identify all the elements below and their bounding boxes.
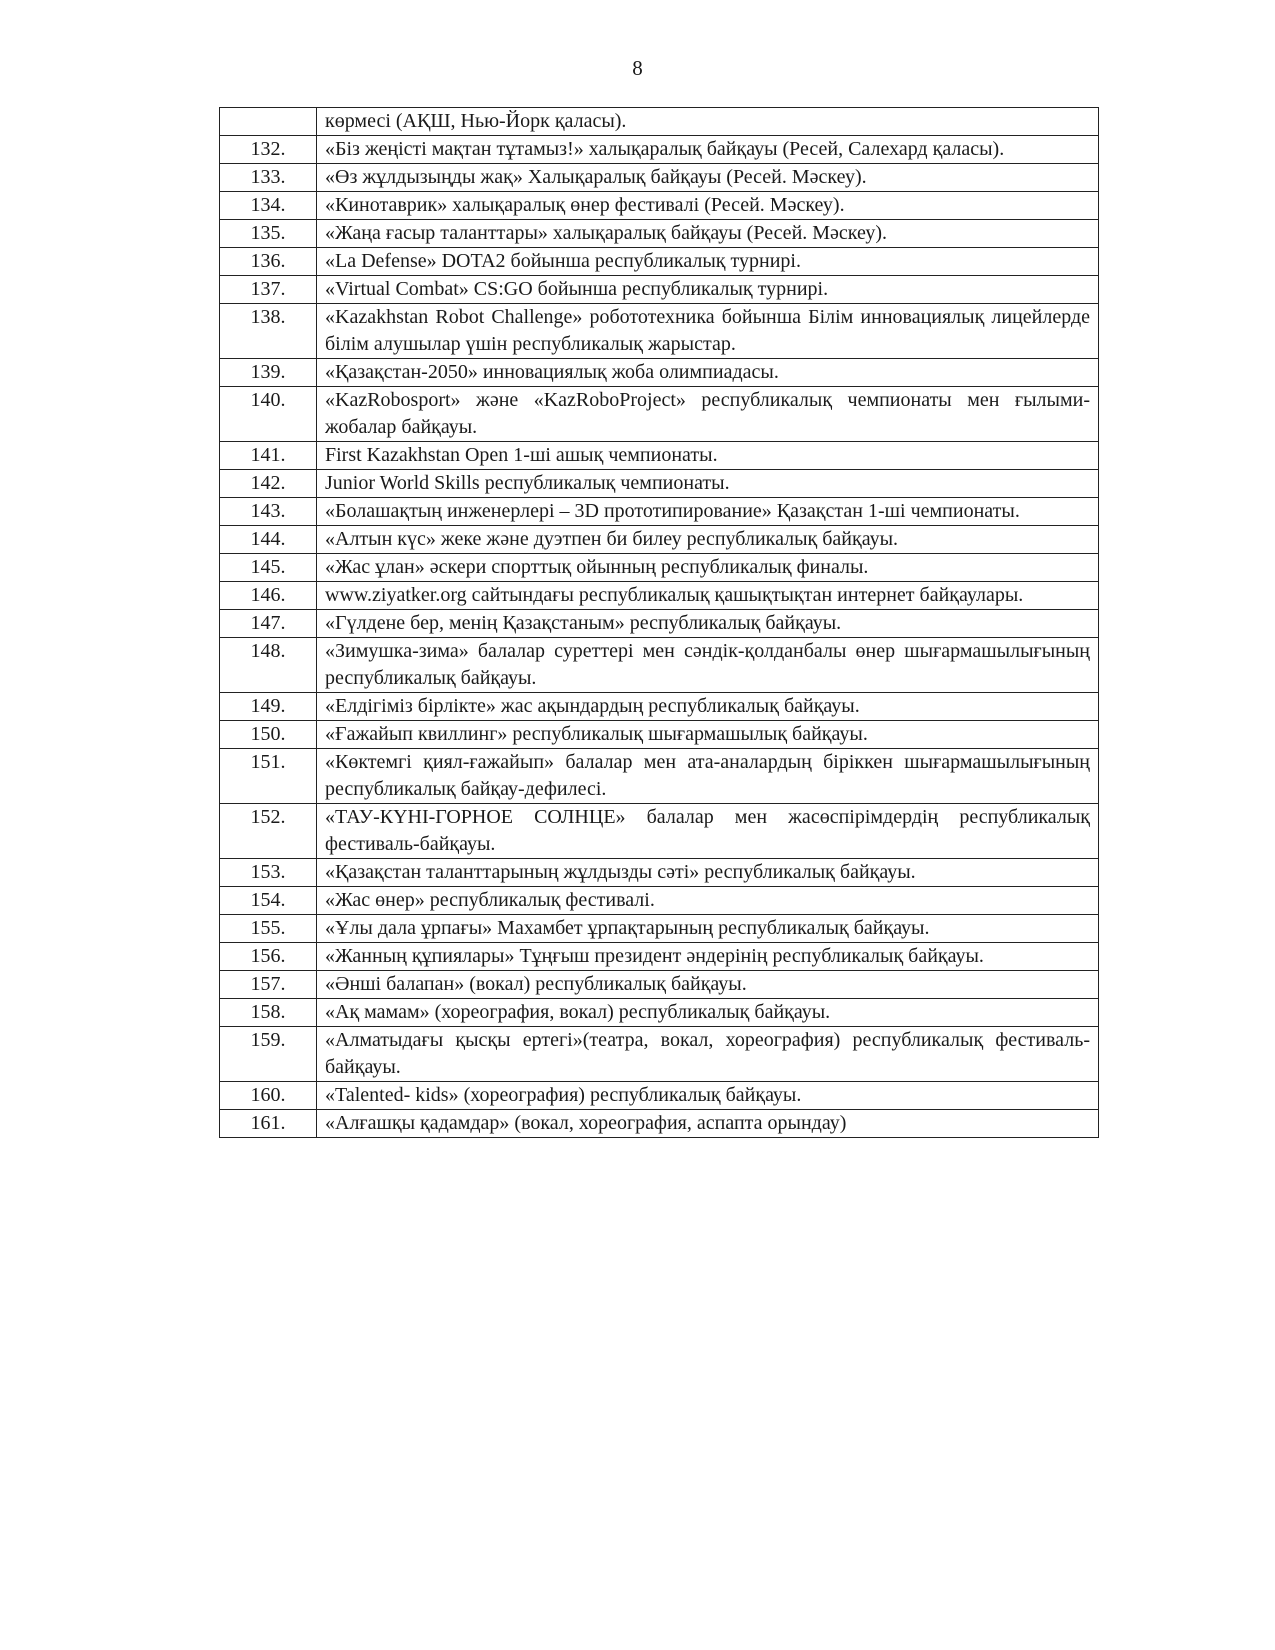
table-row [220, 859, 1099, 887]
row-number: 160. [220, 1082, 317, 1110]
row-description: «Virtual Combat» CS:GO бойынша республикалық турнирі. [317, 276, 1099, 304]
row-description: «Әнші балапан» (вокал) республикалық байқауы. [317, 971, 1099, 999]
row-description: «Ұлы дала ұрпағы» Махамбет ұрпақтарының республикалық байқауы. [317, 915, 1099, 943]
table-row [220, 108, 1099, 136]
events-table-body [220, 108, 1099, 1138]
table-row [220, 721, 1099, 749]
row-number: 132. [220, 136, 317, 164]
row-description: «Жаңа ғасыр таланттары» халықаралық байқауы (Ресей. Мәскеу). [317, 220, 1099, 248]
table-row [220, 387, 1099, 442]
row-description: «Қазақстан-2050» инновациялық жоба олимпиадасы. [317, 359, 1099, 387]
table-row [220, 915, 1099, 943]
row-description: «La Defense» DOTA2 бойынша республикалық турнирі. [317, 248, 1099, 276]
table-row [220, 749, 1099, 804]
row-number: 134. [220, 192, 317, 220]
row-description: «Ғажайып квиллинг» республикалық шығармашылық байқауы. [317, 721, 1099, 749]
row-description: «Жас өнер» республикалық фестивалі. [317, 887, 1099, 915]
row-number: 151. [220, 749, 317, 804]
table-row [220, 442, 1099, 470]
row-number: 139. [220, 359, 317, 387]
table-row [220, 1027, 1099, 1082]
row-description: «KazRobosport» және «KazRoboProject» республикалық чемпионаты мен ғылыми-жобалар байқауы. [317, 387, 1099, 442]
row-number: 158. [220, 999, 317, 1027]
row-description: First Kazakhstan Open 1-ші ашық чемпионаты. [317, 442, 1099, 470]
table-row [220, 554, 1099, 582]
table-row [220, 999, 1099, 1027]
row-number: 138. [220, 304, 317, 359]
row-number: 137. [220, 276, 317, 304]
row-description: «Жанның құпиялары» Тұңғыш президент әндерінің республикалық байқауы. [317, 943, 1099, 971]
table-row [220, 136, 1099, 164]
table-row [220, 192, 1099, 220]
row-description: «ТАУ-КҮНІ-ГОРНОЕ СОЛНЦЕ» балалар мен жасөспірімдердің республикалық фестиваль-байқауы. [317, 804, 1099, 859]
row-number: 140. [220, 387, 317, 442]
row-number [220, 108, 317, 136]
row-number: 153. [220, 859, 317, 887]
table-row [220, 1082, 1099, 1110]
row-number: 141. [220, 442, 317, 470]
table-row [220, 248, 1099, 276]
table-row [220, 359, 1099, 387]
row-number: 156. [220, 943, 317, 971]
row-number: 135. [220, 220, 317, 248]
table-row [220, 164, 1099, 192]
page-number: 8 [632, 56, 643, 80]
table-row [220, 804, 1099, 859]
row-number: 148. [220, 638, 317, 693]
row-description: «Talented- kids» (хореография) республикалық байқауы. [317, 1082, 1099, 1110]
row-description: «Болашақтың инженерлері – 3D прототипирование» Қазақстан 1-ші чемпионаты. [317, 498, 1099, 526]
row-number: 144. [220, 526, 317, 554]
row-number: 159. [220, 1027, 317, 1082]
row-description: Junior World Skills республикалық чемпионаты. [317, 470, 1099, 498]
table-row [220, 582, 1099, 610]
table-row [220, 1110, 1099, 1138]
row-description: www.ziyatker.org сайтындағы республикалық қашықтықтан интернет байқаулары. [317, 582, 1099, 610]
row-number: 145. [220, 554, 317, 582]
row-number: 136. [220, 248, 317, 276]
row-number: 146. [220, 582, 317, 610]
table-row [220, 526, 1099, 554]
events-table [219, 107, 1099, 1138]
row-description: «Kazakhstan Robot Challenge» робототехника бойынша Білім инновациялық лицейлерде білім алушылар үшін республикалық жарыстар. [317, 304, 1099, 359]
row-description: «Кинотаврик» халықаралық өнер фестивалі (Ресей. Мәскеу). [317, 192, 1099, 220]
table-row [220, 304, 1099, 359]
row-description: «Ақ мамам» (хореография, вокал) республикалық байқауы. [317, 999, 1099, 1027]
table-row [220, 638, 1099, 693]
table-row [220, 220, 1099, 248]
row-description: «Біз жеңісті мақтан тұтамыз!» халықаралық байқауы (Ресей, Салехард қаласы). [317, 136, 1099, 164]
row-description: «Зимушка-зима» балалар суреттері мен сәндік-қолданбалы өнер шығармашылығының республикалық байқауы. [317, 638, 1099, 693]
row-number: 154. [220, 887, 317, 915]
table-row [220, 276, 1099, 304]
row-number: 152. [220, 804, 317, 859]
row-description: «Жас ұлан» әскери спорттық ойынның республикалық финалы. [317, 554, 1099, 582]
row-number: 155. [220, 915, 317, 943]
row-description: көрмесі (АҚШ, Нью-Йорк қаласы). [317, 108, 1099, 136]
row-number: 150. [220, 721, 317, 749]
row-description: «Алматыдағы қысқы ертегі»(театра, вокал, хореография) республикалық фестиваль-байқауы. [317, 1027, 1099, 1082]
row-description: «Қазақстан таланттарының жұлдызды сәті» республикалық байқауы. [317, 859, 1099, 887]
row-number: 143. [220, 498, 317, 526]
row-number: 157. [220, 971, 317, 999]
table-row [220, 887, 1099, 915]
row-number: 149. [220, 693, 317, 721]
row-description: «Алтын күс» жеке және дуэтпен би билеу республикалық байқауы. [317, 526, 1099, 554]
table-row [220, 943, 1099, 971]
row-number: 161. [220, 1110, 317, 1138]
table-row [220, 693, 1099, 721]
row-description: «Өз жұлдызыңды жақ» Халықаралық байқауы (Ресей. Мәскеу). [317, 164, 1099, 192]
row-number: 133. [220, 164, 317, 192]
table-row [220, 610, 1099, 638]
table-row [220, 971, 1099, 999]
row-number: 142. [220, 470, 317, 498]
row-description: «Елдігіміз бірлікте» жас ақындардың республикалық байқауы. [317, 693, 1099, 721]
table-row [220, 470, 1099, 498]
row-description: «Көктемгі қиял-ғажайып» балалар мен ата-аналардың біріккен шығармашылығының республикалық байқау-дефилесі. [317, 749, 1099, 804]
row-description: «Гүлдене бер, менің Қазақстаным» республикалық байқауы. [317, 610, 1099, 638]
row-number: 147. [220, 610, 317, 638]
row-description: «Алғашқы қадамдар» (вокал, хореография, аспапта орындау) [317, 1110, 1099, 1138]
table-row [220, 498, 1099, 526]
